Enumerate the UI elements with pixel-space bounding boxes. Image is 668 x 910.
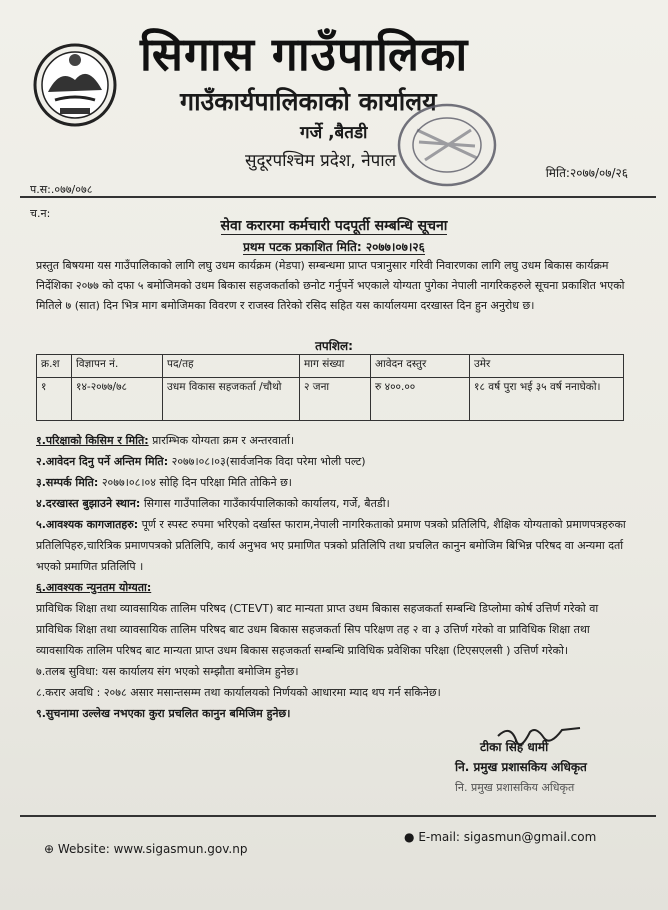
dispatch-number: च.न: — [30, 207, 51, 220]
col-header-fee: आवेदन दस्तुर — [371, 355, 470, 378]
col-header-age: उमेर — [470, 355, 624, 378]
item-documents: ५.आवश्यक कागजातहरु: पूर्ण र स्पस्ट रुपमा भरिएको दर्खास्त फाराम,नेपाली नागरिकताको प्रमाण पत्रको प्रतिलिपि, शैक्षिक योग्यताको प्रमाणपत्रहरुका प्रतिलिपिहरु,चारित्रिक प्रमाणपत्रको प्रतिलिपि, कार्य अनुभव भए प्रमाणित पत्रको प्रतिलिपि तथा प्रचलित कानुन बमोजिम बिभिन्न परिषद वा अन्यमा दर्ता भएको प्रमाणित प्रतिलिपि । — [36, 518, 626, 573]
item-qualification-text: प्राविधिक शिक्षा तथा व्यावसायिक तालिम परिषद (CTEVT) बाट मान्यता प्राप्त उधम बिकास सहजकर्ता सम्बन्धि डिप्लोमा कोर्ष उत्तिर्ण गरेको वा प्राविधिक शिक्षा तथा व्यावसायिक तालिम परिषद बाट उधम बिकास सहजकर्ता सिप परिक्षण तह २ वा ३ उत्तिर्ण गरेको वा प्राविधिक शिक्षा तथा व्यावसायिक तालिम परिषद बाट मान्यता प्राप्त उधम बिकास सहजकर्ता सम्बन्धि प्राविधिक प्रवेशिका परिक्षा (टिएसएलसी ) उत्तिर्ण गरेको। — [36, 602, 599, 657]
item-exam-type: १.परिक्षाको किसिम र मिति: प्रारम्भिक योग्यता क्रम र अन्तरवार्ता। — [36, 434, 295, 447]
letter-number: प.स:.०७७/०७८ — [30, 183, 93, 196]
signer-name: टीका सिंह धामी — [480, 740, 549, 754]
office-location: गर्जे ,बैतडी — [300, 123, 368, 143]
footer-divider — [20, 815, 656, 817]
table-row — [37, 378, 624, 421]
item-contract-period: ८.करार अवधि : २०७८ असार मसान्तसम्म तथा कार्यालयको निर्णयको आधारमा म्याद थप गर्न सकिनेछ। — [36, 686, 441, 699]
header-divider — [20, 196, 656, 198]
cell-demand: २ जना — [300, 378, 371, 421]
nepal-emblem-icon — [30, 40, 120, 130]
footer-email: ● E-mail: sigasmun@gmail.com — [404, 830, 597, 844]
cell-age: १८ वर्ष पुरा भई ३५ वर्ष ननाघेको। — [470, 378, 624, 421]
item-submission-place: ४.दरखास्त बुझाउने स्थान: सिगास गाउँपालिका गाउँकार्यपालिकाको कार्यालय, गर्जे, बैतडी। — [36, 497, 390, 510]
cell-fee: रु ४००.०० — [371, 378, 470, 421]
email-icon: ● — [404, 830, 415, 844]
col-header-demand: माग संख्या — [300, 355, 371, 378]
cell-sn: १ — [37, 378, 72, 421]
signer-title: नि. प्रमुख प्रशासकिय अधिकृत — [455, 760, 587, 774]
col-header-sn: क्र.श — [37, 355, 72, 378]
cell-ad-no: १४-२०७७/७८ — [72, 378, 163, 421]
item-salary: ७.तलब सुविधा: यस कार्यालय संग भएको सम्झौता बमोजिम हुनेछ। — [36, 665, 299, 678]
item-qualification-label: ६.आवश्यक न्युनतम योग्यता: — [36, 581, 152, 594]
item-contact-date: ३.सम्पर्क मिति: २०७७।०८।०४ सोहि दिन परिक्षा मिति तोकिने छ। — [36, 476, 292, 489]
signer-stamp: नि. प्रमुख प्रशासकिय अधिकृत — [455, 781, 575, 794]
notice-title: सेवा करारमा कर्मचारी पदपूर्ती सम्बन्धि सूचना — [220, 218, 448, 234]
footer-website: ⊕ Website: www.sigasmun.gov.np — [44, 842, 248, 856]
item-deadline: २.आवेदन दिनु पर्ने अन्तिम मिति: २०७७।०८।०३(सार्वजनिक विदा परेमा भोली पल्ट) — [36, 455, 366, 468]
details-table — [36, 354, 624, 421]
office-name: गाउँकार्यपालिकाको कार्यालय — [180, 87, 437, 116]
office-seal-icon — [395, 100, 500, 190]
col-header-post: पद/तह — [163, 355, 300, 378]
globe-icon: ⊕ — [44, 842, 55, 856]
publication-date: प्रथम पटक प्रकाशित मिति: २०७७।०७।२६ — [243, 240, 425, 254]
notice-items — [36, 430, 636, 724]
notice-intro: प्रस्तुत बिषयमा यस गाउँपालिकाको लागि लघु उधम कार्यक्रम (मेडपा) सम्बन्धमा प्राप्त पत्रानुसार गरिवी निवारणका लागि लघु उधम बिकास कार्यक्रम निर्देशिका २०७७ को दफा ५ बमोजिमको उधम बिकास सहजकर्ताको छनोट गर्नुपर्ने भएकाले योग्यता पुगेका नेपाली नागरिकहरुले सूचना प्रकाशित भएको मितिले ७ (सात) दिन भित्र माग बमोजिमका विवरण र राजस्व तिरेको रसिद सहित यस कार्यालयमा दरखास्त दिन हुन अनुरोध छ। — [36, 259, 625, 312]
municipality-title: सिगास गाउँपालिका — [140, 27, 469, 81]
province-name: सुदूरपश्चिम प्रदेश, नेपाल — [245, 151, 397, 171]
cell-post: उधम विकास सहजकर्ता /चौथो — [163, 378, 300, 421]
table-header-row — [37, 355, 624, 378]
col-header-ad-no: विज्ञापन नं. — [72, 355, 163, 378]
item-other: ९.सुचनामा उल्लेख नभएका कुरा प्रचलित कानुन बमिजिम हुनेछ। — [36, 707, 291, 720]
table-caption: तपशिल: — [315, 339, 353, 353]
notice-date: मिति:२०७७/०७/२६ — [545, 166, 628, 180]
